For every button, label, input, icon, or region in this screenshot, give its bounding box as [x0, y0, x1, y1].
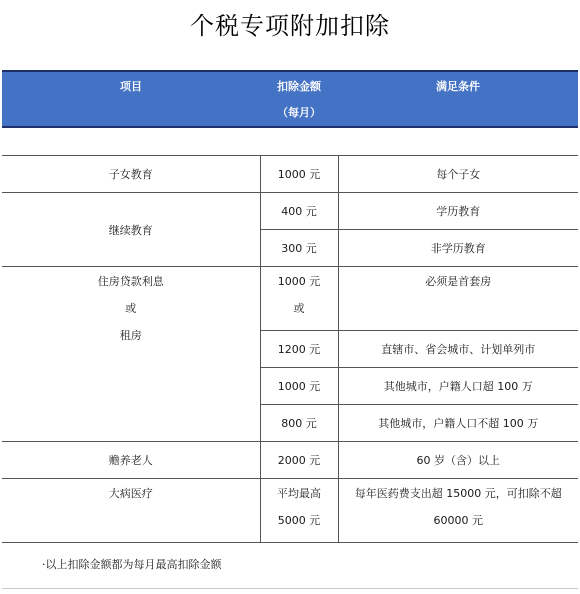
amount-cell: 1000 元 — [260, 368, 338, 405]
deduction-table — [2, 155, 578, 543]
condition-cell: 其他城市，户籍人口超 100 万 — [338, 368, 578, 405]
table-row — [2, 442, 578, 479]
condition-cell — [338, 479, 578, 543]
item-line: 租房 — [119, 329, 142, 342]
amount-line: 5000 元 — [277, 514, 321, 527]
item-cell — [2, 479, 260, 543]
amount-cell: 400 元 — [260, 193, 338, 230]
header-item — [2, 72, 260, 126]
amount-line: 1000 元 — [277, 275, 321, 288]
condition-cell: 非学历教育 — [338, 230, 578, 267]
header-amount-label: 扣除金额 — [277, 80, 321, 93]
amount-line: 或 — [293, 302, 305, 315]
item-cell — [2, 267, 260, 442]
item-line: 大病医疗 — [108, 487, 153, 500]
header-amount — [260, 72, 338, 126]
condition-cell: 其他城市，户籍人口不超 100 万 — [338, 405, 578, 442]
condition-line: 必须是首套房 — [425, 275, 492, 288]
item-cell: 子女教育 — [2, 156, 260, 193]
amount-cell — [260, 267, 338, 331]
header-amount-unit: （每月） — [277, 106, 321, 119]
amount-cell: 300 元 — [260, 230, 338, 267]
amount-line: 平均最高 — [277, 487, 321, 500]
table-row — [2, 267, 578, 331]
condition-cell: 直辖市、省会城市、计划单列市 — [338, 331, 578, 368]
bottom-divider — [2, 588, 578, 589]
item-cell: 继续教育 — [2, 193, 260, 267]
footnote: ·以上扣除金额都为每月最高扣除金额 — [42, 558, 222, 571]
amount-cell: 1200 元 — [260, 331, 338, 368]
condition-cell: 每个子女 — [338, 156, 578, 193]
header-item-label: 项目 — [120, 80, 142, 93]
table-row — [2, 156, 578, 193]
condition-cell: 60 岁（含）以上 — [338, 442, 578, 479]
amount-cell: 2000 元 — [260, 442, 338, 479]
header-condition — [338, 72, 578, 126]
condition-line: 60000 元 — [433, 514, 483, 527]
condition-line: 每年医药费支出超 15000 元，可扣除不超 — [354, 487, 562, 500]
item-cell: 赡养老人 — [2, 442, 260, 479]
page-title: 个税专项附加扣除 — [190, 12, 390, 40]
amount-cell: 1000 元 — [260, 156, 338, 193]
table-row — [2, 479, 578, 543]
amount-cell — [260, 479, 338, 543]
condition-cell: 学历教育 — [338, 193, 578, 230]
item-line: 住房贷款利息 — [97, 275, 164, 288]
table-header — [2, 70, 578, 128]
header-condition-label: 满足条件 — [436, 80, 480, 93]
table-row — [2, 193, 578, 230]
item-line: 或 — [125, 302, 137, 315]
condition-cell — [338, 267, 578, 331]
amount-cell: 800 元 — [260, 405, 338, 442]
